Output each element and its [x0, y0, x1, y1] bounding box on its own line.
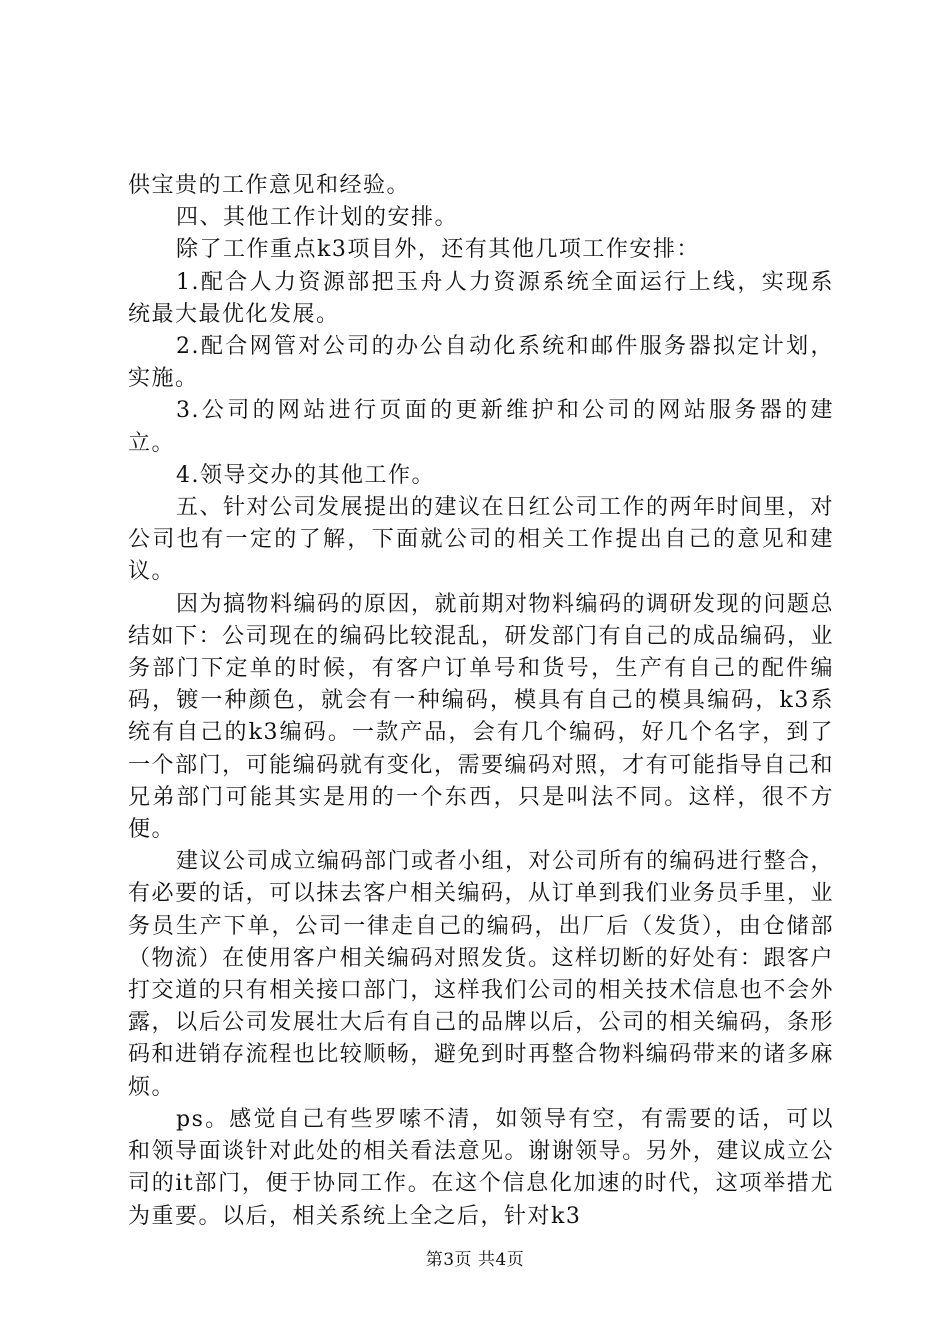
paragraph-10: 建议公司成立编码部门或者小组，对公司所有的编码进行整合，有必要的话，可以抹去客户相关编码，从订单到我们业务员手里，业务员生产下单，公司一律走自己的编码，出厂后（发货），由仓储部（物流）在使用客户相关编码对照发货。这样切断的好处有：跟客户打交道的只有相关接口部门，这样我们公司的相关技术信息也不会外露，以后公司发展壮大后有自己的品牌以后，公司的相关编码，条形码和进销存流程也比较顺畅，避免到时再整合物料编码带来的诸多麻烦。 [128, 849, 835, 1100]
paragraph-1: 供宝贵的工作意见和经验。 [128, 173, 411, 198]
document-body [128, 170, 834, 1233]
paragraph-7: 4.领导交办的其他工作。 [176, 462, 435, 488]
paragraph-3: 除了工作重点k3项目外，还有其他几项工作安排： [176, 237, 700, 263]
page-number-footer: 第3页 共4页 [425, 1250, 525, 1270]
paragraph-2: 四、其他工作计划的安排。 [176, 205, 459, 231]
paragraph-11: ps。感觉自己有些罗嗦不清，如领导有空，有需要的话，可以和领导面谈针对此处的相关看法意见。谢谢领导。另外，建议成立公司的it部门，便于协同工作。在这个信息化加速的时代，这项举措尤为重要。以后，相关系统上全之后，针对k3 [128, 1106, 834, 1229]
paragraph-5: 2.配合网管对公司的办公自动化系统和邮件服务器拟定计划，实施。 [128, 334, 834, 392]
paragraph-8: 五、针对公司发展提出的建议在日红公司工作的两年时间里，对公司也有一定的了解，下面就公司的相关工作提出自己的意见和建议。 [128, 495, 835, 585]
paragraph-4: 1.配合人力资源部把玉舟人力资源系统全面运行上线，实现系统最大最优化发展。 [128, 269, 834, 327]
paragraph-9: 因为搞物料编码的原因，就前期对物料编码的调研发现的问题总结如下：公司现在的编码比较混乱，研发部门有自己的成品编码，业务部门下定单的时候，有客户订单号和货号，生产有自己的配件编码，镀一种颜色，就会有一种编码，模具有自己的模具编码，k3系统有自己的k3编码。一款产品，会有几个编码，好几个名字，到了一个部门，可能编码就有变化，需要编码对照，才有可能指导自己和兄弟部门可能其实是用的一个东西，只是叫法不同。这样，很不方便。 [128, 591, 835, 843]
paragraph-6: 3.公司的网站进行页面的更新维护和公司的网站服务器的建立。 [128, 398, 834, 456]
